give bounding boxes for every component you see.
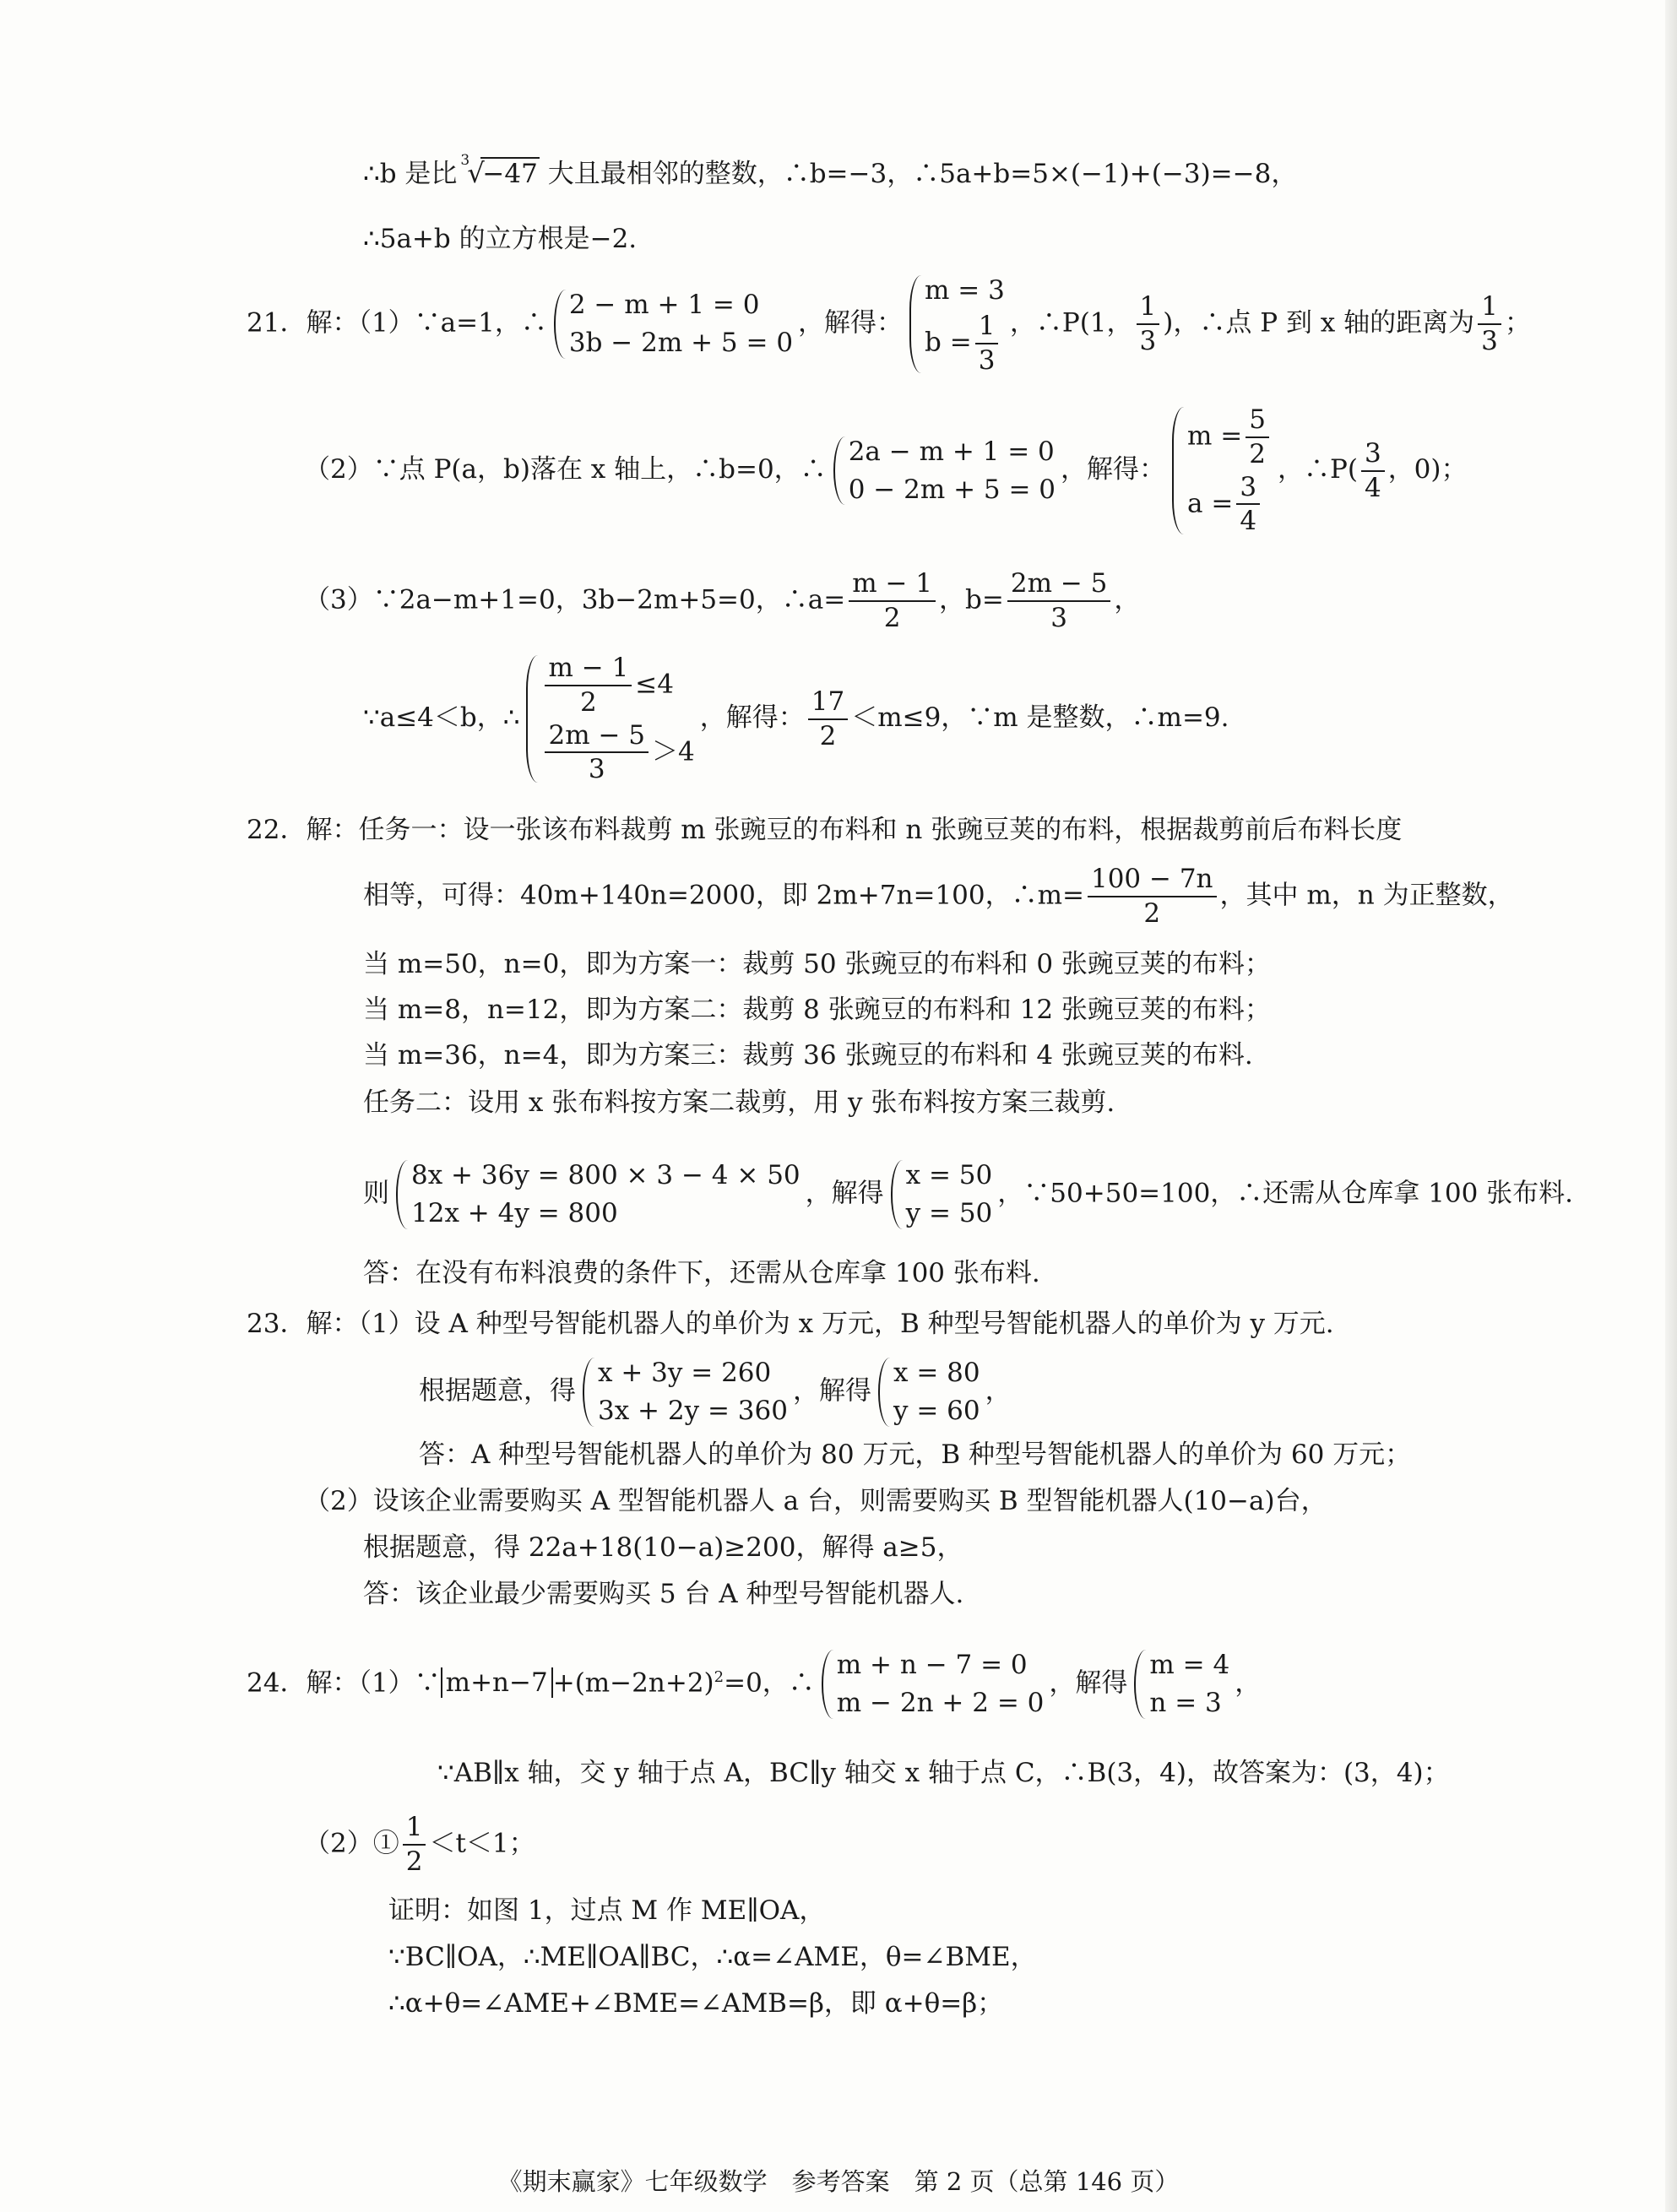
text: 当 m=36，n=4，即为方案三：裁剪 36 张豌豆的布料和 4 张豌豆荚的布料. bbox=[363, 1040, 1253, 1071]
absolute-value: m+n−7 bbox=[441, 1667, 553, 1698]
text: ， bbox=[1235, 1667, 1262, 1699]
numerator: 1 bbox=[403, 1811, 426, 1846]
text-line bbox=[363, 995, 1271, 1026]
text: （3）∵2a−m+1=0，3b−2m+5=0，∴a= bbox=[304, 584, 846, 615]
fraction bbox=[1137, 290, 1160, 358]
text: 22．解：任务一：设一张该布料裁剪 m 张豌豆的布料和 n 张豌豆荚的布料，根据裁剪前后布料长度 bbox=[247, 815, 1403, 845]
denominator: 3 bbox=[1050, 602, 1067, 633]
text: ，解得 bbox=[1049, 1667, 1128, 1699]
text-line bbox=[363, 1532, 963, 1564]
text: ，b= bbox=[939, 584, 1004, 615]
text: m = bbox=[1187, 420, 1243, 452]
text-line bbox=[419, 1439, 1411, 1471]
text-line bbox=[363, 1258, 1040, 1289]
text-line bbox=[304, 1486, 1327, 1517]
text: ，∴P( bbox=[1278, 454, 1358, 485]
numerator: 1 bbox=[1478, 290, 1501, 325]
fraction bbox=[1246, 404, 1269, 471]
text: =0，∴ bbox=[724, 1667, 815, 1699]
text-line bbox=[388, 1895, 825, 1927]
text: ，0)； bbox=[1387, 454, 1468, 485]
equation-system bbox=[581, 1354, 788, 1430]
denominator: 2 bbox=[405, 1846, 423, 1877]
eq-row bbox=[925, 310, 1005, 377]
text: ，解得： bbox=[798, 307, 904, 339]
numerator: 3 bbox=[1361, 437, 1385, 472]
q21-part3-ineq bbox=[363, 652, 1229, 786]
eq-row: x + 3y = 260 bbox=[598, 1358, 772, 1388]
denominator: 3 bbox=[1481, 326, 1498, 357]
denominator: 2 bbox=[1249, 438, 1266, 469]
text: 当 m=50，n=0，即为方案一：裁剪 50 张豌豆的布料和 0 张豌豆荚的布料； bbox=[363, 949, 1271, 979]
fraction bbox=[403, 1811, 426, 1879]
text: 证明：如图 1，过点 M 作 ME∥OA， bbox=[388, 1895, 826, 1926]
equation-system bbox=[832, 433, 1056, 509]
text: ＞4 bbox=[652, 735, 695, 767]
q24-part1 bbox=[247, 1646, 1261, 1722]
text: 当 m=8，n=12，即为方案二：裁剪 8 张豌豆的布料和 12 张豌豆荚的布料； bbox=[363, 995, 1271, 1025]
text: ∴α+θ=∠AME+∠BME=∠AMB=β，即 α+θ=β； bbox=[388, 1988, 1004, 2019]
eq-row: 3x + 2y = 360 bbox=[598, 1395, 788, 1426]
fraction bbox=[1478, 290, 1501, 358]
text: ≤4 bbox=[635, 669, 674, 700]
text-line bbox=[363, 1157, 1573, 1233]
eq-row bbox=[541, 719, 694, 787]
eq-row: y = 60 bbox=[893, 1395, 980, 1426]
inequality-system bbox=[524, 652, 694, 786]
text: 23．解：（1）设 A 种型号智能机器人的单价为 x 万元，B 种型号智能机器人的单价为 y 万元. bbox=[247, 1309, 1334, 1339]
eq-row: m − 2n + 2 = 0 bbox=[836, 1687, 1045, 1718]
text-line bbox=[388, 1942, 1037, 1973]
text-line bbox=[363, 1579, 963, 1610]
text: ； bbox=[1504, 307, 1531, 339]
text: 答：该企业最少需要购买 5 台 A 种型号智能机器人. bbox=[363, 1579, 964, 1609]
text: a = bbox=[1187, 487, 1234, 518]
numerator: 100 − 7n bbox=[1088, 863, 1217, 897]
text: （2）① bbox=[304, 1828, 399, 1859]
numerator: 2m − 5 bbox=[545, 719, 649, 754]
fraction bbox=[1236, 471, 1260, 539]
denominator: 3 bbox=[588, 754, 605, 785]
eq-row: 0 − 2m + 5 = 0 bbox=[848, 474, 1056, 505]
denominator: 2 bbox=[883, 602, 901, 633]
eq-row: y = 50 bbox=[905, 1197, 993, 1228]
text: +(m−2n+2) bbox=[552, 1667, 714, 1699]
text: ，解得 bbox=[805, 1178, 884, 1209]
denominator: 2 bbox=[580, 686, 597, 718]
text-line bbox=[363, 1087, 1115, 1119]
solution-system bbox=[1132, 1646, 1229, 1722]
text: （2）设该企业需要购买 A 型智能机器人 a 台，则需要购买 B 型智能机器人(10−a)台， bbox=[304, 1486, 1327, 1516]
text: ， bbox=[985, 1375, 1012, 1407]
numerator: 2m − 5 bbox=[1007, 567, 1111, 602]
equation-system bbox=[552, 286, 793, 362]
numerator: 1 bbox=[1137, 290, 1160, 325]
text: ∴b 是比 bbox=[363, 159, 458, 189]
text-line bbox=[363, 152, 1298, 190]
numerator: 3 bbox=[1236, 471, 1260, 506]
text-line bbox=[419, 1354, 1012, 1430]
eq-row: x = 80 bbox=[893, 1358, 980, 1388]
numerator: m − 1 bbox=[545, 652, 632, 686]
text: ，其中 m，n 为正整数， bbox=[1219, 880, 1514, 911]
solution-system bbox=[876, 1354, 980, 1430]
text-line bbox=[437, 1758, 1450, 1789]
page-edge-shadow bbox=[1665, 0, 1677, 2212]
text: 根据题意，得 22a+18(10−a)≥200，解得 a≥5， bbox=[363, 1532, 963, 1563]
eq-row bbox=[1187, 404, 1273, 471]
text: ∵BC∥OA，∴ME∥OA∥BC，∴α=∠AME，θ=∠BME， bbox=[388, 1942, 1037, 1972]
text: 答：A 种型号智能机器人的单价为 80 万元，B 种型号智能机器人的单价为 60 万元； bbox=[419, 1439, 1412, 1470]
text-line bbox=[388, 1988, 1003, 2020]
solution-system bbox=[889, 1157, 993, 1233]
text-line bbox=[247, 815, 1402, 846]
eq-row: 2 − m + 1 = 0 bbox=[568, 290, 760, 321]
text: ∵a≤4＜b，∴ bbox=[363, 702, 520, 733]
text: ∴5a+b 的立方根是−2. bbox=[363, 224, 638, 254]
text: 答：在没有布料浪费的条件下，还需从仓库拿 100 张布料. bbox=[363, 1258, 1040, 1288]
eq-row: 8x + 36y = 800 × 3 − 4 × 50 bbox=[411, 1160, 801, 1190]
numerator: 17 bbox=[808, 686, 848, 720]
fraction bbox=[545, 652, 632, 719]
text: 21．解：（1）∵a=1，∴ bbox=[247, 307, 547, 339]
eq-row bbox=[1187, 471, 1273, 539]
text-line bbox=[247, 1309, 1334, 1340]
text: 24．解：（1）∵ bbox=[247, 1667, 441, 1699]
equation-system bbox=[820, 1646, 1045, 1722]
text: 根据题意，得 bbox=[419, 1375, 576, 1407]
cube-root: √ 3 −47 bbox=[460, 159, 539, 190]
fraction bbox=[1361, 437, 1385, 505]
q21-part1 bbox=[247, 272, 1531, 377]
text: 任务二：设用 x 张布料按方案二裁剪，用 y 张布料按方案三裁剪. bbox=[363, 1087, 1115, 1118]
q21-part3 bbox=[304, 567, 1140, 635]
numerator: 5 bbox=[1246, 404, 1269, 438]
denominator: 3 bbox=[1139, 326, 1157, 357]
text: 相等，可得：40m+140n=2000，即 2m+7n=100，∴m= bbox=[363, 880, 1084, 911]
fraction bbox=[975, 310, 999, 377]
text-line bbox=[363, 949, 1271, 980]
eq-row: n = 3 bbox=[1149, 1687, 1222, 1718]
text-line bbox=[363, 224, 637, 255]
denominator: 4 bbox=[1240, 506, 1257, 537]
fraction bbox=[808, 686, 848, 753]
equation-system bbox=[394, 1157, 801, 1233]
text: ＜m≤9，∵m 是整数，∴m=9. bbox=[851, 702, 1229, 733]
eq-row: m + n − 7 = 0 bbox=[836, 1650, 1028, 1680]
text: ＜t＜1； bbox=[429, 1828, 535, 1859]
q21-part2 bbox=[304, 404, 1468, 538]
radicand: −47 bbox=[482, 159, 538, 189]
eq-row: m = 3 bbox=[925, 275, 1005, 306]
fraction bbox=[849, 567, 936, 635]
eq-row: 2a − m + 1 = 0 bbox=[848, 436, 1055, 467]
text: ， bbox=[1114, 584, 1141, 615]
numerator: m − 1 bbox=[849, 567, 936, 602]
eq-row: 12x + 4y = 800 bbox=[411, 1197, 618, 1228]
fraction bbox=[1088, 863, 1217, 930]
text: ，∵50+50=100，∴还需从仓库拿 100 张布料. bbox=[997, 1178, 1574, 1209]
text: ∵AB∥x 轴，交 y 轴于点 A，BC∥y 轴交 x 轴于点 C，∴B(3，4)，故答案为：(3，4)； bbox=[437, 1758, 1450, 1788]
text: ，解得 bbox=[792, 1375, 871, 1407]
text: ，解得： bbox=[699, 702, 805, 733]
text: ，解得： bbox=[1061, 454, 1166, 485]
text: )，∴点 P 到 x 轴的距离为 bbox=[1163, 307, 1475, 339]
text: b = bbox=[925, 327, 972, 358]
fraction bbox=[545, 719, 649, 787]
eq-row bbox=[541, 652, 694, 719]
page-footer: 《期末赢家》七年级数学 参考答案 第 2 页（总第 146 页） bbox=[497, 2167, 1180, 2196]
text: （2）∵点 P(a，b)落在 x 轴上，∴b=0，∴ bbox=[304, 454, 827, 485]
eq-row: x = 50 bbox=[905, 1160, 993, 1190]
denominator: 2 bbox=[1143, 897, 1161, 929]
denominator: 3 bbox=[978, 344, 996, 376]
solution-system bbox=[1170, 404, 1273, 538]
numerator: 1 bbox=[975, 310, 999, 344]
eq-row: m = 4 bbox=[1149, 1650, 1230, 1680]
eq-row: 3b − 2m + 5 = 0 bbox=[568, 328, 794, 359]
solution-system bbox=[908, 272, 1005, 377]
text: ，∴P(1， bbox=[1009, 307, 1133, 339]
denominator: 4 bbox=[1364, 472, 1381, 503]
fraction bbox=[1007, 567, 1111, 635]
text-line bbox=[304, 1811, 535, 1879]
denominator: 2 bbox=[819, 720, 837, 751]
text: 大且最相邻的整数，∴b=−3，∴5a+b=5×(−1)+(−3)=−8， bbox=[547, 159, 1298, 189]
text-line bbox=[363, 863, 1514, 930]
text-line bbox=[363, 1040, 1253, 1071]
text: 则 bbox=[363, 1178, 389, 1209]
exponent: 2 bbox=[714, 1668, 725, 1687]
